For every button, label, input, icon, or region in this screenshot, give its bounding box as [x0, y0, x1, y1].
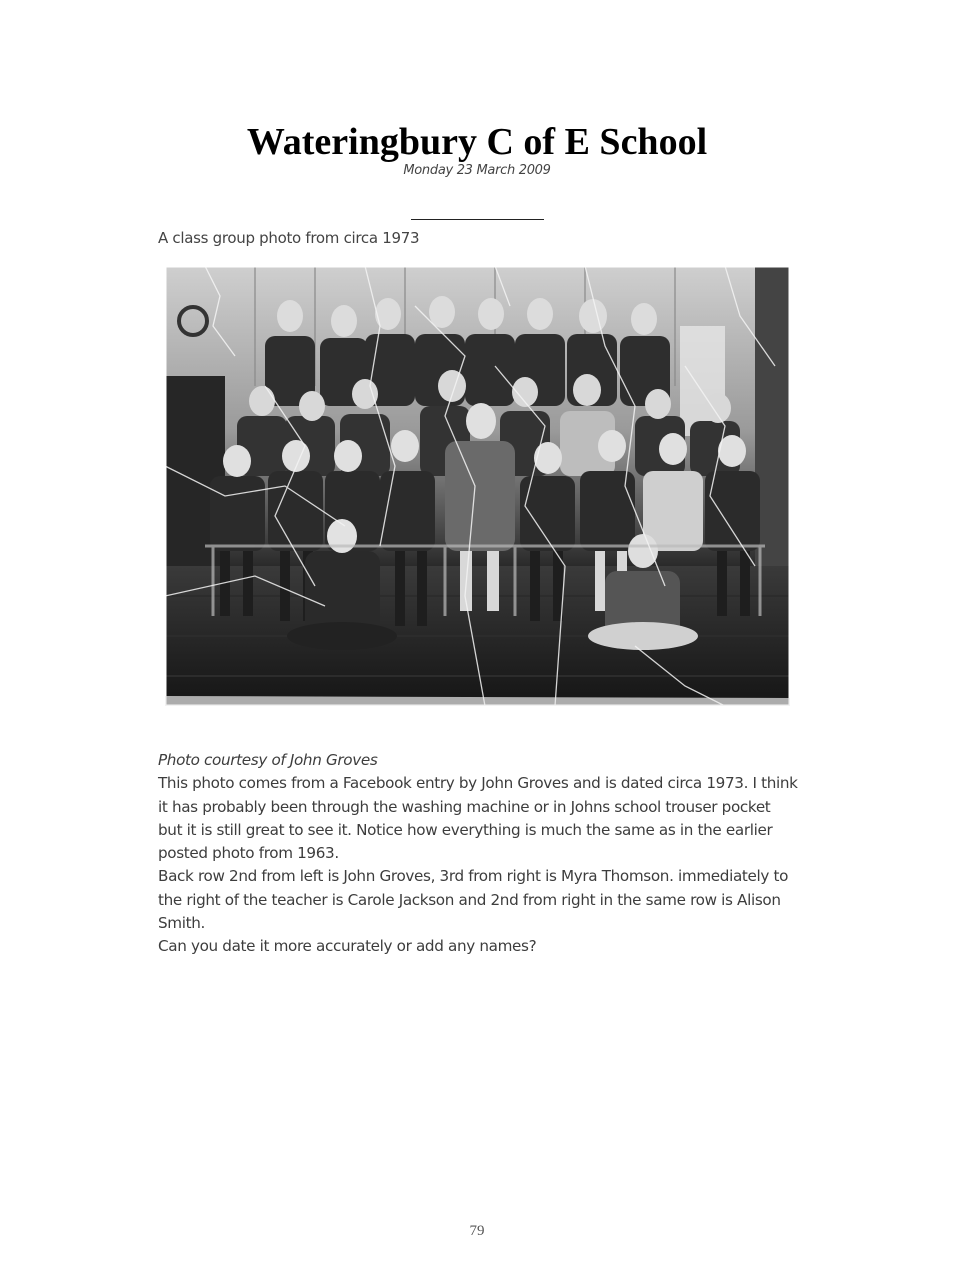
photo-credit: Photo courtesy of John Groves	[158, 751, 378, 769]
page-number: 79	[469, 1223, 485, 1239]
paragraph: Back row 2nd from left is John Groves, 3rd from right is Myra Thomson. immediately to the right of the teacher is Carole Jackson and 2nd from right in the same row is Alison Smith.	[158, 867, 789, 933]
page-title: Wateringbury C of E School	[246, 121, 708, 163]
divider	[411, 219, 544, 220]
paragraph: This photo comes from a Facebook entry by John Groves and is dated circa 1973. I think it has probably been through the washing machine or in Johns school trouser pocket but it is still great to see it. Notice how everything is much the same as in the earlier posted photo from 1963.	[158, 774, 798, 863]
article-body	[158, 749, 798, 959]
intro-text: A class group photo from circa 1973	[158, 229, 420, 247]
paragraph: Can you date it more accurately or add any names?	[158, 937, 537, 956]
post-date: Monday 23 March 2009	[403, 163, 551, 178]
photo-illustration	[165, 266, 790, 706]
class-group-photo	[165, 266, 790, 706]
